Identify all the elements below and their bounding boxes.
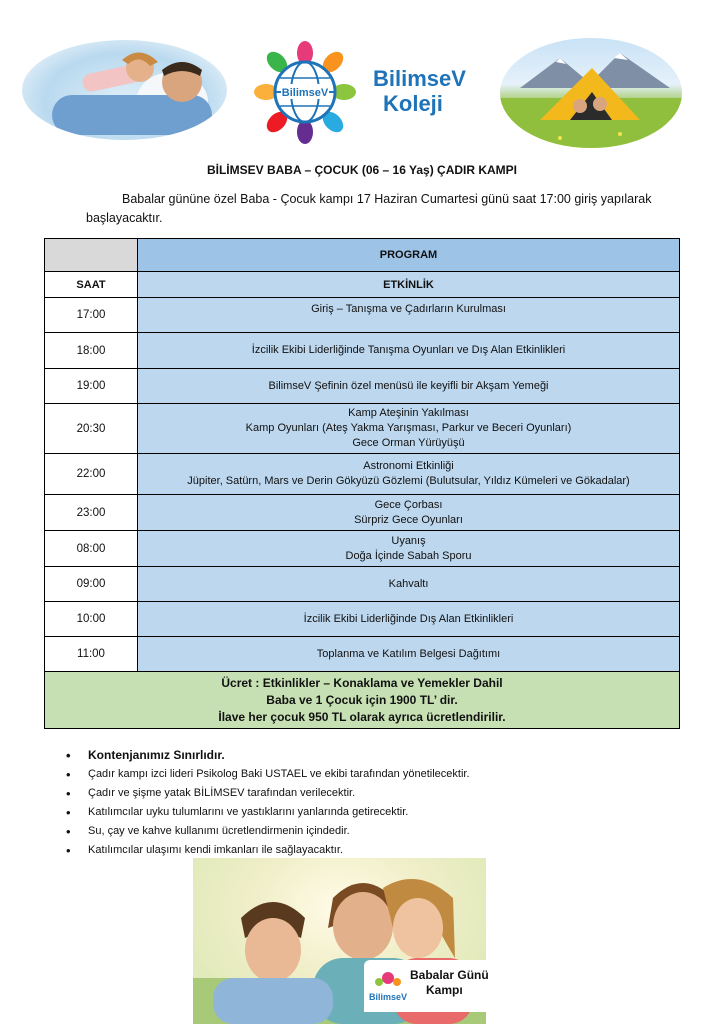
row-time: 23:00 <box>45 495 138 531</box>
row-time: 19:00 <box>45 369 138 404</box>
table-row <box>45 637 680 672</box>
activity-line: İzcilik Ekibi Liderliğinde Tanışma Oyunları ve Dış Alan Etkinlikleri <box>251 344 566 356</box>
fee-line: Ücret : Etkinlikler – Konaklama ve Yemekler Dahil <box>221 675 503 690</box>
list-item: • Kontenjanımız Sınırlıdır. <box>66 746 686 765</box>
row-activity <box>138 637 680 672</box>
table-row <box>45 333 680 369</box>
program-table <box>44 238 680 729</box>
activity-line: Gece Orman Yürüyüşü <box>352 437 465 449</box>
camping-tent-photo <box>500 38 682 148</box>
fee-cell <box>45 672 680 729</box>
row-activity <box>138 298 680 333</box>
list-item: • Çadır ve şişme yatak BİLİMSEV tarafından verilecektir. <box>66 784 686 803</box>
activity-column-header: ETKİNLİK <box>138 272 680 298</box>
row-activity <box>138 454 680 495</box>
page-title: BİLİMSEV BABA – ÇOCUK (06 – 16 Yaş) ÇADIR KAMPI <box>206 163 518 177</box>
table-row <box>45 454 680 495</box>
row-time: 10:00 <box>45 602 138 637</box>
list-item: • Çadır kampı izci lideri Psikolog Baki USTAEL ve ekibi tarafından yönetilecektir. <box>66 765 686 784</box>
fee-row <box>45 672 680 729</box>
row-time: 20:30 <box>45 404 138 454</box>
row-activity <box>138 333 680 369</box>
row-activity <box>138 531 680 567</box>
list-item: • Katılımcılar uyku tulumlarını ve yastıklarını yanlarında getirecektir. <box>66 803 686 822</box>
table-row <box>45 404 680 454</box>
logo-globe-text: BilimseV <box>281 87 329 99</box>
activity-line: Kahvaltı <box>388 577 429 590</box>
brand-line-2: Koleji <box>383 91 443 116</box>
table-row <box>45 567 680 602</box>
bilimsev-logo <box>253 40 357 144</box>
row-activity <box>138 495 680 531</box>
time-column-header: SAAT <box>45 272 138 298</box>
list-item: • Su, çay ve kahve kullanımı ücretlendirmenin içindedir. <box>66 822 686 841</box>
row-activity <box>138 369 680 404</box>
badge-line-2: Kampı <box>426 983 463 997</box>
notes-list <box>66 746 686 860</box>
row-time: 17:00 <box>45 298 138 333</box>
row-time: 22:00 <box>45 454 138 495</box>
corner-cell <box>45 239 138 272</box>
activity-line: BilimseV Şefinin özel menüsü ile keyifli bir Akşam Yemeği <box>268 379 549 392</box>
table-row <box>45 298 680 333</box>
activity-line: Kamp Ateşinin Yakılması <box>348 407 469 419</box>
badge-brand: BilimseV <box>368 992 408 1002</box>
row-time: 18:00 <box>45 333 138 369</box>
row-activity <box>138 404 680 454</box>
activity-line: İzcilik Ekibi Liderliğinde Dış Alan Etkinlikleri <box>303 612 514 625</box>
fee-line: İlave her çocuk 950 TL olarak ayrıca ücretlendirilir. <box>218 709 506 724</box>
brand-line-1: BilimseV <box>373 66 466 91</box>
program-header: PROGRAM <box>138 239 680 272</box>
activity-line: Sürpriz Gece Oyunları <box>354 513 463 526</box>
activity-line: Gece Çorbası <box>374 498 443 511</box>
table-row <box>45 495 680 531</box>
activity-line: Uyanış <box>391 534 426 547</box>
row-time: 08:00 <box>45 531 138 567</box>
row-activity <box>138 567 680 602</box>
activity-line: Jüpiter, Satürn, Mars ve Derin Gökyüzü Gözlemi (Bulutsular, Yıldız Kümeleri ve Gökadalar) <box>187 475 630 487</box>
fee-line: Baba ve 1 Çocuk için 1900 TL’ dir. <box>266 692 458 707</box>
intro-paragraph: Babalar gününe özel Baba - Çocuk kampı 17 Haziran Cumartesi günü saat 17:00 giriş yapılarak başlayacaktır. <box>86 192 652 225</box>
father-child-photo <box>22 40 227 140</box>
activity-line: Toplanma ve Katılım Belgesi Dağıtımı <box>316 647 501 660</box>
table-row <box>45 602 680 637</box>
badge-title <box>410 968 489 998</box>
table-row <box>45 531 680 567</box>
activity-line: Doğa İçinde Sabah Sporu <box>345 549 472 562</box>
row-time: 09:00 <box>45 567 138 602</box>
activity-line: Kamp Oyunları (Ateş Yakma Yarışması, Parkur ve Beceri Oyunları) <box>245 422 572 434</box>
list-item: • Katılımcılar ulaşımı kendi imkanları ile sağlayacaktır. <box>66 841 686 860</box>
badge-line-1: Babalar Günü <box>410 968 489 982</box>
activity-line: Giriş – Tanışma ve Çadırların Kurulması <box>311 303 506 315</box>
row-activity <box>138 602 680 637</box>
page-header <box>0 30 724 140</box>
table-row <box>45 369 680 404</box>
brand-wordmark <box>373 66 466 116</box>
row-time: 11:00 <box>45 637 138 672</box>
activity-line: Astronomi Etkinliği <box>363 460 454 472</box>
